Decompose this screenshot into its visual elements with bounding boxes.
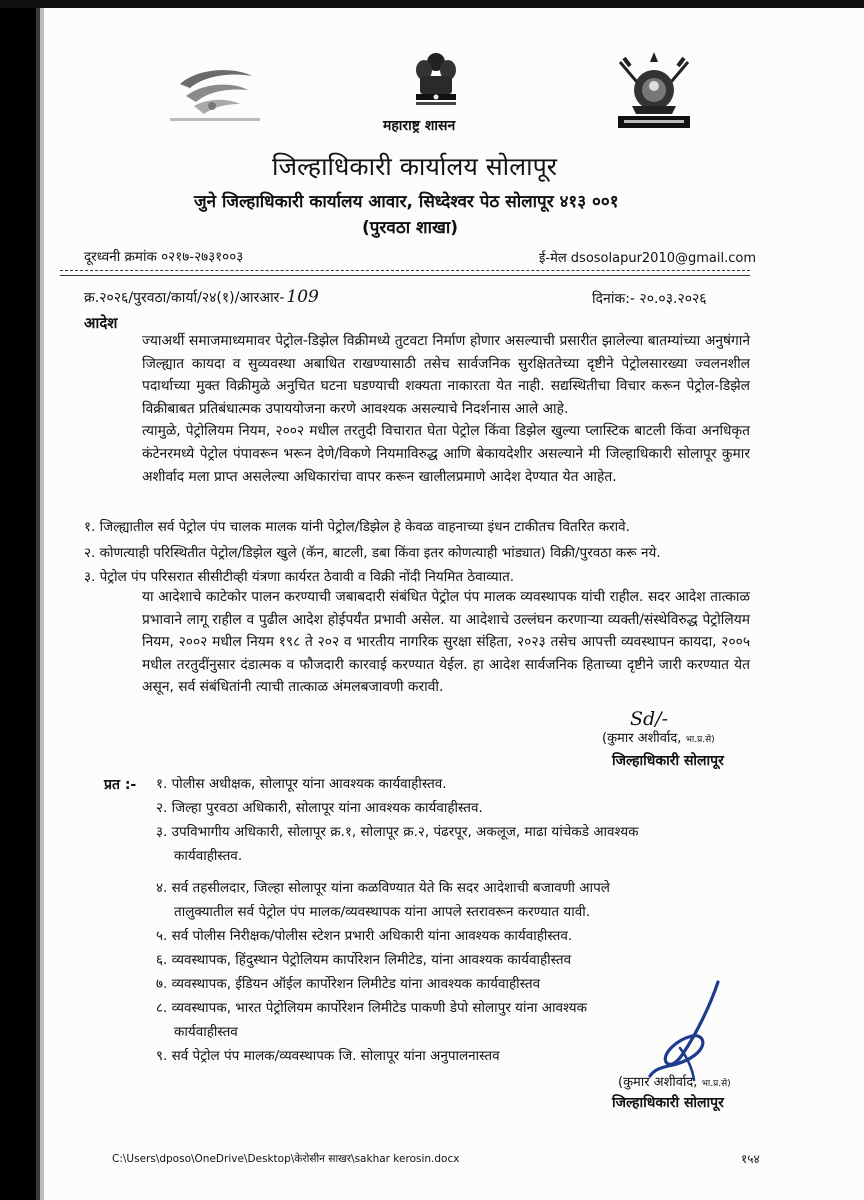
copy-item-5: ५. सर्व पोलीस निरीक्षक/पोलीस स्टेशन प्रभारी अधिकारी यांना आवश्यक कार्यवाहीस्तव. — [156, 928, 573, 944]
copy-item-6: ६. व्यवस्थापक, हिंदुस्थान पेट्रोलियम कार्पोरेशन लिमीटेड, यांना आवश्यक कार्यवाहीस्तव — [156, 952, 572, 968]
copy-item-8-cont: कार्यवाहीस्तव — [174, 1024, 238, 1040]
order-title: आदेश — [84, 314, 118, 332]
scan-top-edge — [0, 0, 864, 8]
office-address: जुने जिल्हाधिकारी कार्यालय आवार, सिध्देश्वर पेठ सोलापूर ४१३ ००१ — [194, 192, 619, 212]
copy-item-3-cont: कार्यवाहीस्तव. — [174, 848, 243, 864]
emblem-caption: महाराष्ट्र शासन — [383, 118, 456, 134]
reference-number — [84, 288, 319, 307]
file-path: C:\Users\dposo\OneDrive\Desktop\केरोसीन साखर\sakhar kerosin.docx — [112, 1153, 460, 1165]
copy-item-1: १. पोलीस अधीक्षक, सोलापूर यांना आवश्यक कार्यवाहीस्तव. — [156, 776, 447, 792]
signatory-name-text: (कुमार अशीर्वाद, — [602, 731, 682, 746]
swirl-logo-icon — [160, 62, 270, 132]
copy-item-3: ३. उपविभागीय अधिकारी, सोलापूर क्र.१, सोलापूर क्र.२, पंढरपूर, अकलूज, माढा यांचेकडे आवश्यक — [156, 824, 639, 840]
copy-item-2: २. जिल्हा पुरवठा अधिकारी, सोलापूर यांना आवश्यक कार्यवाहीस्तव. — [156, 800, 483, 816]
reference-text: क्र.२०२६/पुरवठा/कार्या/२४(१)/आरआर- — [84, 290, 285, 306]
handwritten-signature-icon — [640, 976, 740, 1084]
phone-number: दूरध्वनी क्रमांक ०२१७-२७३१००३ — [84, 249, 244, 265]
copy-item-4: ४. सर्व तहसीलदार, जिल्हा सोलापूर यांना कळविण्यात येते कि सदर आदेशाची बजावणी आपले — [156, 880, 610, 896]
national-emblem-icon — [410, 50, 462, 114]
paragraph-1: ज्याअर्थी समाजमाध्यमावर पेट्रोल-डिझेल विक्रीमध्ये तुटवटा निर्माण होणार असल्याची प्रसारीत झालेल्या बातम्यांच्या अनुषंगाने जिल्ह्यात कायदा व सुव्यवस्था अबाधित राखण्यासाठी तसेच सार्वजनिक सुरक्षिततेच्या दृष्टीने पेट्रोलसारख्या ज्वलनशील पदार्थाच्या मुक्त विक्रीमुळे अनुचित घटना घडण्याची शक्यता नाकारता येत नाही. सद्यस्थितीचा विचार करून पेट्रोल-डिझेल विक्रीबाबत प्रतिबंधात्मक उपाययोजना करणे आवश्यक असल्याचे निदर्शनास आले आहे. — [142, 333, 750, 417]
paragraph-2: त्यामुळे, पेट्रोलियम नियम, २००२ मधील तरतुदी विचारात घेता पेट्रोल किंवा डिझेल खुल्या प्लास्टिक बाटली किंवा अनधिकृत कंटेनरमध्ये पेट्रोल पंपावरून भरून देणे/विकणे नियमाविरुद्ध आणि बेकायदेशीर असल्याने मी जिल्हाधिकारी सोलापूर कुमार अशीर्वाद मला प्राप्त असलेल्या अधिकारांचा वापर करून खालीलप्रमाणे आदेश देण्यात येत आहेत. — [142, 423, 750, 485]
copy-item-4-cont: तालुक्यातील सर्व पेट्रोल पंप मालक/व्यवस्थापक यांना आपले स्तरावरून करण्यात यावी. — [174, 904, 591, 920]
order-item-2: २. कोणत्याही परिस्थितीत पेट्रोल/डिझेल खुले (कॅन, बाटली, डबा किंवा इतर कोणत्याही भांड्यात) विक्री/पुरवठा करू नये. — [84, 545, 661, 561]
page-number: १५४ — [741, 1152, 760, 1166]
signatory-name-2 — [618, 1074, 731, 1093]
signatory-designation: जिल्हाधिकारी सोलापूर — [612, 753, 724, 769]
signed-mark: Sd/- — [630, 708, 668, 730]
order-item-1: १. जिल्ह्यातील सर्व पेट्रोल पंप चालक मालक यांनी पेट्रोल/डिझेल हे केवळ वाहनाच्या इंधन टाकीतच वितरित करावे. — [84, 519, 630, 535]
branch-name: (पुरवठा शाखा) — [362, 218, 459, 238]
email-address: ई-मेल dsosolapur2010@gmail.com — [539, 251, 756, 266]
signatory-service: भा.प्र.से) — [685, 735, 715, 745]
order-date: दिनांक:- २०.०३.२०२६ — [592, 291, 707, 307]
handwritten-order-number: 109 — [286, 287, 319, 307]
signatory-name — [602, 730, 715, 749]
header-divider-solid — [60, 275, 750, 276]
copy-item-7: ७. व्यवस्थापक, ईडियन ऑईल कार्पोरेशन लिमीटेड यांना आवश्यक कार्यवाहीस्तव — [156, 976, 541, 992]
signatory-service-2: भा.प्र.से) — [701, 1079, 731, 1089]
office-name: जिल्हाधिकारी कार्यालय सोलापूर — [272, 152, 557, 181]
order-item-3: ३. पेट्रोल पंप परिसरात सीसीटीव्ही यंत्रणा कार्यरत ठेवावी व विक्री नोंदी नियमित ठेवाव्यात. — [84, 569, 515, 585]
copy-to-label: प्रत :- — [104, 777, 137, 793]
compliance-text: या आदेशाचे काटेकोर पालन करण्याची जबाबदारी संबंधित पेट्रोल पंप मालक व्यवस्थापक यांची राहील. सदर आदेश तात्काळ प्रभावाने लागू राहील व पुढील आदेश होईपर्यंत प्रभावी असेल. या आदेशाचे उल्लंघन करणाऱ्या व्यक्ती/संस्थेविरुद्ध पेट्रोलियम नियम, २००२ मधील नियम १९८ ते २०२ व भारतीय नागरिक सुरक्षा संहिता, २०२३ तसेच आपत्ती व्यवस्थापन कायदा, २००५ मधील तरतुदींनुसार दंडात्मक व फौजदारी कारवाई करण्यात येईल. हा आदेश सार्वजनिक हिताच्या दृष्टीने जारी करण्यात येत असून, सर्व संबंधितांनी त्याची तात्काळ अंमलबजावणी करावी. — [142, 589, 750, 696]
compliance-paragraph — [84, 586, 750, 699]
scan-left-edge — [0, 0, 44, 1200]
signatory-name-2-text: (कुमार अशीर्वाद, — [618, 1075, 698, 1090]
district-seal-icon — [608, 48, 700, 134]
preamble-paragraph — [84, 330, 750, 488]
copy-item-8: ८. व्यवस्थापक, भारत पेट्रोलियम कार्पोरेशन लिमीटेड पाकणी डेपो सोलापुर यांना आवश्यक — [156, 1000, 587, 1016]
signatory-designation-2: जिल्हाधिकारी सोलापूर — [612, 1095, 724, 1111]
header-divider-dashed — [60, 270, 750, 271]
copy-item-9: ९. सर्व पेट्रोल पंप मालक/व्यवस्थापक जि. सोलापूर यांना अनुपालनास्तव — [156, 1048, 500, 1064]
